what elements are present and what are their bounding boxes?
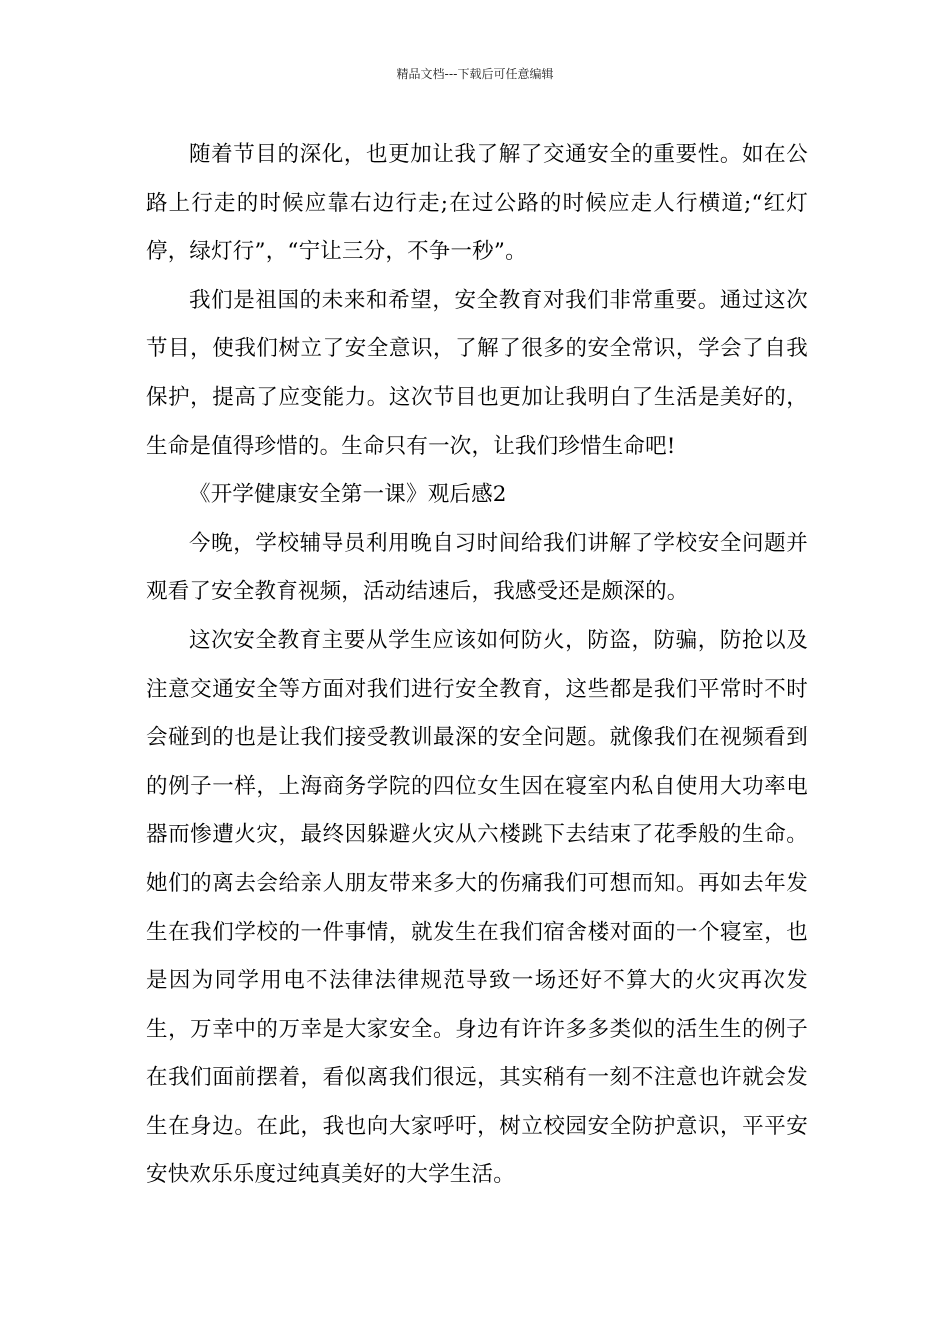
- paragraph-traffic-safety: 随着节目的深化，也更加让我了解了交通安全的重要性。如在公路上行走的时候应靠右边行走;在过公路的时候应走人行横道;“红灯停，绿灯行”，“宁让三分，不争一秒”。: [146, 142, 808, 265]
- header-note: 精品文档---下载后可任意编辑: [396, 67, 554, 81]
- paragraph-fire-safety: 这次安全教育主要从学生应该如何防火，防盗，防骗，防抢以及注意交通安全等方面对我们进行安全教育，这些都是我们平常时不时会碰到的也是让我们接受教训最深的安全问题。就像我们在视频看到的例子一样，上海商务学院的四位女生因在寝室内私自使用大功率电器而惨遭火灾，最终因躲避火灾从六楼跳下去结束了花季般的生命。她们的离去会给亲人朋友带来多大的伤痛我们可想而知。再如去年发生在我们学校的一件事情，就发生在我们宿舍楼对面的一个寝室，也是因为同学用电不法律法律规范导致一场还好不算大的火灾再次发生，万幸中的万幸是大家安全。身边有许许多多类似的活生生的例子在我们面前摆着，看似离我们很远，其实稍有一刻不注意也许就会发生在身边。在此，我也向大家呼吁，树立校园安全防护意识，平平安安快欢乐乐度过纯真美好的大学生活。: [146, 627, 808, 1188]
- paragraph-evening-lecture: 今晚，学校辅导员利用晚自习时间给我们讲解了学校安全问题并观看了安全教育视频，活动结速后，我感受还是颇深的。: [146, 530, 808, 605]
- document-body: [146, 131, 808, 1200]
- section-heading: 《开学健康安全第一课》观后感2: [189, 482, 507, 508]
- paragraph-safety-education: 我们是祖国的未来和希望，安全教育对我们非常重要。通过这次节目，使我们树立了安全意识，了解了很多的安全常识，学会了自我保护，提高了应变能力。这次节目也更加让我明白了生活是美好的，生命是值得珍惜的。生命只有一次，让我们珍惜生命吧!: [146, 287, 808, 459]
